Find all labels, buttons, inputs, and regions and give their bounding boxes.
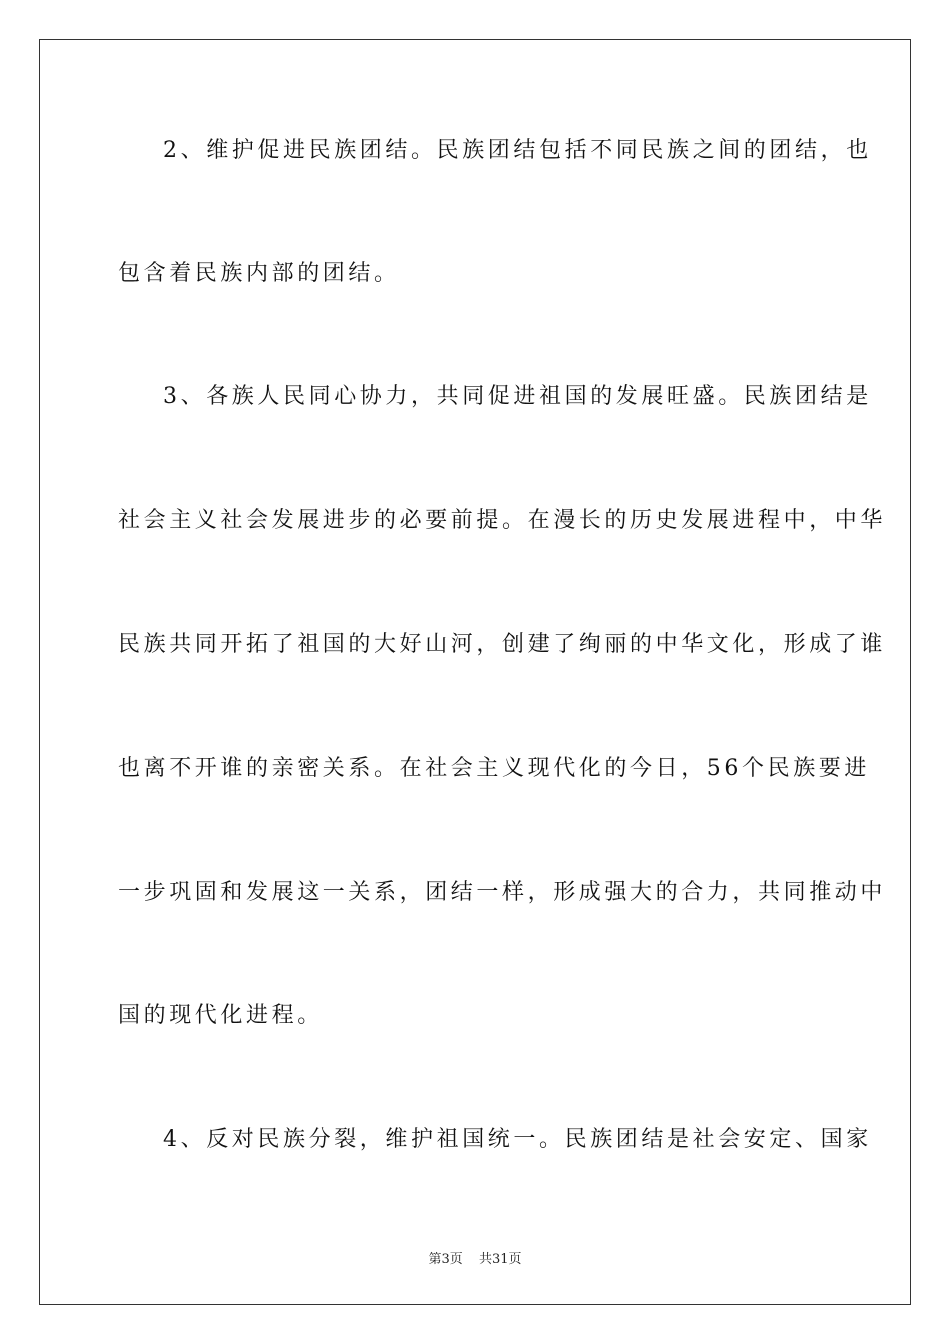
paragraph-4-line-1: 4、反对民族分裂，维护祖国统一。民族团结是社会安定、国家 xyxy=(163,1127,872,1152)
page-total: 共31页 xyxy=(478,1252,522,1267)
paragraph-3-line-2: 社会主义社会发展进步的必要前提。在漫长的历史发展进程中，中华 xyxy=(118,508,887,533)
paragraph-2-line-2: 包含着民族内部的团结。 xyxy=(118,261,400,286)
paragraph-3-line-3: 民族共同开拓了祖国的大好山河，创建了绚丽的中华文化，形成了谁 xyxy=(118,632,887,657)
paragraph-3-line-1: 3、各族人民同心协力，共同促进祖国的发展旺盛。民族团结是 xyxy=(163,384,872,409)
page-frame xyxy=(39,39,911,1305)
paragraph-3-line-4: 也离不开谁的亲密关系。在社会主义现代化的今日，56个民族要进 xyxy=(118,756,870,781)
page-number: 第3页 xyxy=(428,1252,463,1267)
paragraph-2-line-1: 2、维护促进民族团结。民族团结包括不同民族之间的团结，也 xyxy=(163,138,872,163)
paragraph-3-line-6: 国的现代化进程。 xyxy=(118,1003,323,1028)
paragraph-3-line-5: 一步巩固和发展这一关系，团结一样，形成强大的合力，共同推动中 xyxy=(118,880,887,905)
page-footer xyxy=(0,1248,950,1267)
